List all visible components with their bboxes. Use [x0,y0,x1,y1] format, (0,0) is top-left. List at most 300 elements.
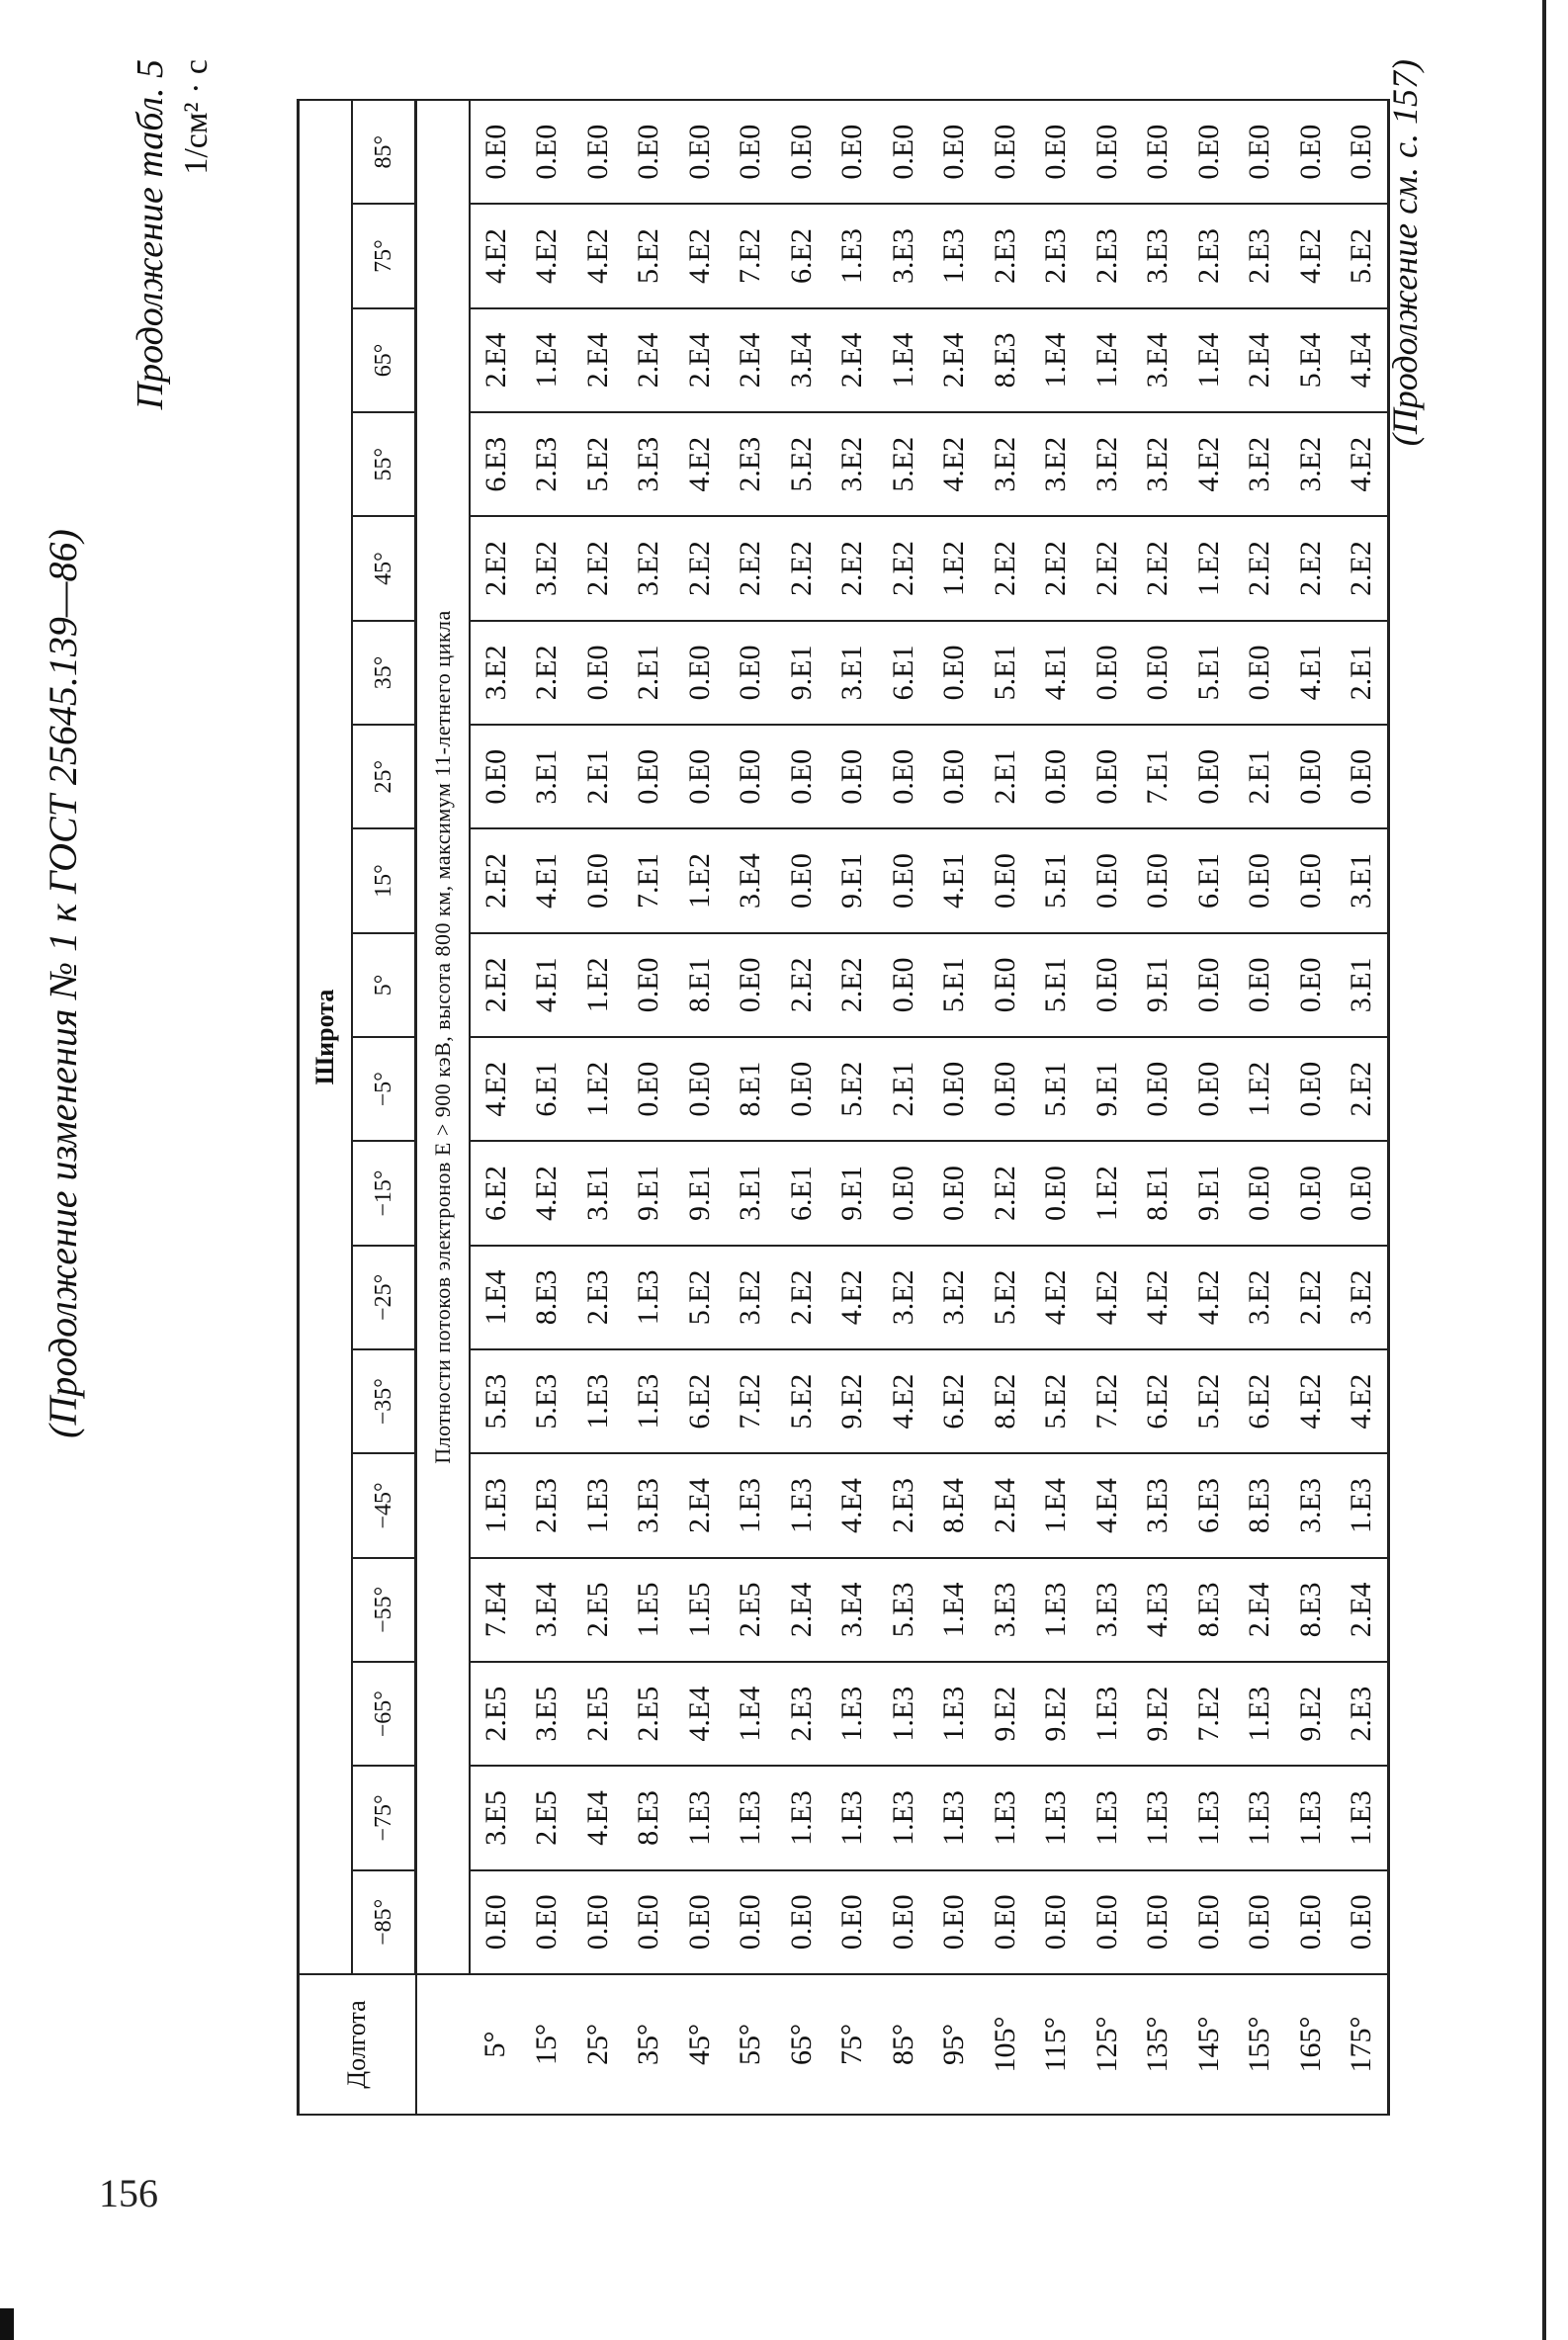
flux-value-cell: 4.E2 [1337,1349,1389,1453]
flux-value-cell: 4.E2 [929,412,981,516]
flux-value-cell: 0.E0 [1235,1870,1286,1974]
flux-value-cell: 0.E0 [624,1870,675,1974]
flux-value-cell: 4.E3 [1133,1558,1184,1662]
latitude-cell: 25° [352,725,416,828]
flux-value-cell: 0.E0 [1337,725,1389,828]
flux-value-cell: 7.E4 [470,1558,522,1662]
table-row [1133,100,1184,2115]
table-body [416,100,1389,2115]
flux-value-cell: 9.E2 [980,1662,1031,1766]
table-row [929,100,981,2115]
scan-edge-line [1542,0,1546,2340]
flux-value-cell: 0.E0 [1285,1037,1337,1141]
flux-value-cell: 3.E2 [726,1246,777,1349]
flux-value-cell: 2.E2 [470,828,522,932]
flux-value-cell: 8.E3 [522,1246,573,1349]
flux-value-cell: 2.E2 [1285,1246,1337,1349]
flux-value-cell: 4.E2 [1183,1246,1235,1349]
flux-value-cell: 4.E2 [1031,1246,1083,1349]
flux-value-cell: 0.E0 [980,828,1031,932]
flux-value-cell: 4.E2 [1285,1349,1337,1453]
flux-value-cell: 9.E2 [828,1349,879,1453]
table-row [1235,100,1286,2115]
flux-value-cell: 4.E2 [828,1246,879,1349]
longitude-cell: 135° [1133,1974,1184,2115]
document-header: (Продолжение изменения № 1 к ГОСТ 25645.139—86) [41,529,85,1438]
flux-value-cell: 4.E2 [1133,1246,1184,1349]
flux-value-cell: 3.E3 [1082,1558,1133,1662]
scan-mark [0,2308,14,2340]
rotated-page-content [20,40,1483,2214]
flux-value-cell: 1.E3 [828,1766,879,1869]
flux-value-cell: 8.E1 [726,1037,777,1141]
flux-value-cell: 2.E2 [878,516,929,620]
flux-value-cell: 0.E0 [776,725,828,828]
flux-value-cell: 0.E0 [1133,1870,1184,1974]
page-number: 156 [99,2171,158,2215]
flux-value-cell: 5.E2 [624,204,675,307]
flux-value-cell: 8.E1 [1133,1141,1184,1245]
flux-value-cell: 2.E5 [470,1662,522,1766]
flux-value-cell: 0.E0 [1285,1141,1337,1245]
flux-value-cell: 1.E4 [929,1558,981,1662]
flux-value-cell: 6.E2 [776,204,828,307]
flux-value-cell: 5.E2 [674,1246,726,1349]
flux-value-cell: 9.E1 [1183,1141,1235,1245]
flux-value-cell: 1.E4 [878,308,929,412]
flux-value-cell: 0.E0 [929,1870,981,1974]
table-caption: Продолжение табл. 5 [130,59,171,410]
flux-value-cell: 2.E4 [470,308,522,412]
flux-density-table [297,99,1390,2116]
flux-value-cell: 5.E1 [1031,933,1083,1037]
flux-value-cell: 4.E1 [1285,621,1337,725]
flux-value-cell: 0.E0 [1285,100,1337,204]
flux-value-cell: 4.E2 [1285,204,1337,307]
flux-value-cell: 8.E3 [1285,1558,1337,1662]
flux-value-cell: 0.E0 [1133,621,1184,725]
flux-value-cell: 2.E2 [572,516,624,620]
flux-value-cell: 0.E0 [878,1141,929,1245]
flux-value-cell: 3.E4 [1133,308,1184,412]
flux-value-cell: 4.E1 [522,828,573,932]
flux-value-cell: 0.E0 [980,1870,1031,1974]
latitude-cell: −85° [352,1870,416,1974]
flux-value-cell: 8.E4 [929,1453,981,1557]
flux-value-cell: 3.E3 [1133,204,1184,307]
flux-value-cell: 3.E2 [1082,412,1133,516]
flux-value-cell: 0.E0 [624,725,675,828]
flux-value-cell: 1.E3 [776,1766,828,1869]
flux-value-cell: 2.E3 [980,204,1031,307]
section-title-row [416,100,471,2115]
flux-value-cell: 3.E2 [828,412,879,516]
flux-value-cell: 0.E0 [1337,1141,1389,1245]
flux-value-cell: 3.E2 [624,516,675,620]
flux-value-cell: 2.E2 [470,516,522,620]
flux-value-cell: 0.E0 [828,1870,879,1974]
flux-value-cell: 3.E4 [828,1558,879,1662]
flux-value-cell: 2.E2 [980,516,1031,620]
flux-value-cell: 4.E1 [929,828,981,932]
flux-value-cell: 5.E2 [980,1246,1031,1349]
flux-value-cell: 4.E2 [1082,1246,1133,1349]
flux-value-cell: 4.E4 [572,1766,624,1869]
longitude-cell: 115° [1031,1974,1083,2115]
flux-value-cell: 2.E3 [776,1662,828,1766]
flux-value-cell: 4.E2 [674,412,726,516]
flux-value-cell: 0.E0 [624,100,675,204]
flux-value-cell: 6.E1 [878,621,929,725]
flux-value-cell: 1.E4 [1183,308,1235,412]
latitude-cell: 75° [352,204,416,307]
flux-value-cell: 1.E2 [1082,1141,1133,1245]
flux-value-cell: 6.E2 [470,1141,522,1245]
flux-value-cell: 7.E2 [726,1349,777,1453]
flux-value-cell: 2.E2 [1285,516,1337,620]
flux-value-cell: 0.E0 [1285,725,1337,828]
flux-value-cell: 0.E0 [878,828,929,932]
table-row [1285,100,1337,2115]
longitude-cell: 125° [1082,1974,1133,2115]
flux-value-cell: 0.E0 [776,828,828,932]
flux-value-cell: 0.E0 [828,725,879,828]
flux-value-cell: 9.E2 [1133,1662,1184,1766]
flux-value-cell: 3.E2 [470,621,522,725]
flux-value-cell: 6.E3 [1183,1453,1235,1557]
flux-value-cell: 0.E0 [674,1037,726,1141]
flux-value-cell: 1.E3 [1285,1766,1337,1869]
flux-value-cell: 0.E0 [1285,828,1337,932]
flux-value-cell: 0.E0 [1183,1037,1235,1141]
flux-value-cell: 5.E4 [1285,308,1337,412]
flux-value-cell: 2.E2 [1082,516,1133,620]
flux-value-cell: 0.E0 [1082,933,1133,1037]
flux-value-cell: 2.E4 [674,308,726,412]
table-row [726,100,777,2115]
flux-value-cell: 5.E2 [828,1037,879,1141]
flux-value-cell: 1.E3 [1337,1766,1389,1869]
flux-value-cell: 0.E0 [828,100,879,204]
flux-value-cell: 0.E0 [1235,828,1286,932]
flux-value-cell: 0.E0 [980,1037,1031,1141]
latitude-cell: 55° [352,412,416,516]
flux-value-cell: 0.E0 [572,1870,624,1974]
flux-value-cell: 3.E2 [1285,412,1337,516]
flux-value-cell: 0.E0 [929,621,981,725]
flux-value-cell: 5.E1 [929,933,981,1037]
flux-value-cell: 1.E3 [828,204,879,307]
table-row [1337,100,1389,2115]
table-row [522,100,573,2115]
flux-value-cell: 1.E4 [726,1662,777,1766]
flux-value-cell: 2.E5 [522,1766,573,1869]
flux-value-cell: 1.E3 [624,1349,675,1453]
flux-value-cell: 1.E2 [929,516,981,620]
flux-value-cell: 3.E3 [624,412,675,516]
table-row [878,100,929,2115]
flux-value-cell: 1.E3 [1082,1662,1133,1766]
flux-value-cell: 2.E4 [674,1453,726,1557]
flux-value-cell: 1.E3 [572,1453,624,1557]
latitude-cell: 85° [352,100,416,204]
flux-value-cell: 1.E2 [572,933,624,1037]
flux-value-cell: 2.E4 [1337,1558,1389,1662]
flux-value-cell: 3.E2 [1235,412,1286,516]
flux-value-cell: 1.E3 [624,1246,675,1349]
table-group-header-row [299,100,353,2115]
longitude-cell: 45° [674,1974,726,2115]
flux-value-cell: 3.E2 [878,1246,929,1349]
latitude-cell: −15° [352,1141,416,1245]
flux-value-cell: 2.E2 [1133,516,1184,620]
longitude-cell: 85° [878,1974,929,2115]
flux-value-cell: 9.E2 [1285,1662,1337,1766]
flux-value-cell: 9.E1 [1082,1037,1133,1141]
flux-value-cell: 1.E3 [1337,1453,1389,1557]
flux-value-cell: 2.E1 [572,725,624,828]
flux-value-cell: 6.E2 [1133,1349,1184,1453]
flux-value-cell: 4.E2 [674,204,726,307]
flux-value-cell: 5.E2 [1031,1349,1083,1453]
flux-value-cell: 2.E5 [572,1662,624,1766]
flux-value-cell: 4.E2 [522,204,573,307]
flux-value-cell: 4.E4 [828,1453,879,1557]
flux-value-cell: 7.E1 [624,828,675,932]
flux-value-cell: 0.E0 [1133,828,1184,932]
flux-value-cell: 0.E0 [1337,100,1389,204]
flux-value-cell: 1.E3 [1031,1766,1083,1869]
flux-value-cell: 6.E3 [470,412,522,516]
longitude-cell: 145° [1183,1974,1235,2115]
flux-value-cell: 2.E5 [572,1558,624,1662]
flux-value-cell: 0.E0 [624,1037,675,1141]
flux-value-cell: 3.E2 [1133,412,1184,516]
flux-value-cell: 4.E2 [572,204,624,307]
flux-value-cell: 0.E0 [572,100,624,204]
flux-value-cell: 1.E3 [980,1766,1031,1869]
flux-value-cell: 8.E3 [1235,1453,1286,1557]
flux-value-cell: 0.E0 [929,1141,981,1245]
flux-value-cell: 1.E5 [624,1558,675,1662]
flux-value-cell: 0.E0 [1133,1037,1184,1141]
flux-value-cell: 1.E2 [674,828,726,932]
table-row [980,100,1031,2115]
flux-value-cell: 2.E5 [726,1558,777,1662]
latitude-cell: −5° [352,1037,416,1141]
flux-value-cell: 3.E1 [828,621,879,725]
section-title-spacer [416,1974,471,2115]
longitude-cell: 25° [572,1974,624,2115]
flux-value-cell: 5.E2 [776,1349,828,1453]
flux-value-cell: 3.E1 [1337,933,1389,1037]
longitude-cell: 35° [624,1974,675,2115]
longitude-cell: 15° [522,1974,573,2115]
flux-value-cell: 0.E0 [1235,621,1286,725]
flux-value-cell: 5.E3 [522,1349,573,1453]
flux-value-cell: 0.E0 [1183,1870,1235,1974]
longitude-cell: 95° [929,1974,981,2115]
flux-value-cell: 0.E0 [470,725,522,828]
flux-value-cell: 1.E3 [726,1453,777,1557]
latitude-cell: −35° [352,1349,416,1453]
flux-value-cell: 2.E5 [624,1662,675,1766]
flux-value-cell: 2.E3 [572,1246,624,1349]
flux-value-cell: 1.E2 [572,1037,624,1141]
table-row [828,100,879,2115]
flux-value-cell: 1.E4 [522,308,573,412]
flux-value-cell: 9.E1 [828,1141,879,1245]
flux-value-cell: 0.E0 [470,100,522,204]
flux-value-cell: 6.E2 [1235,1349,1286,1453]
flux-value-cell: 0.E0 [674,725,726,828]
flux-value-cell: 2.E4 [776,1558,828,1662]
latitude-cell: −25° [352,1246,416,1349]
flux-value-cell: 0.E0 [1082,1870,1133,1974]
flux-value-cell: 4.E2 [470,1037,522,1141]
latitude-cell: 65° [352,308,416,412]
table-row [674,100,726,2115]
flux-value-cell: 0.E0 [674,100,726,204]
flux-value-cell: 0.E0 [1235,1141,1286,1245]
flux-value-cell: 0.E0 [1031,100,1083,204]
flux-value-cell: 0.E0 [1082,621,1133,725]
flux-value-cell: 4.E4 [674,1662,726,1766]
flux-value-cell: 2.E4 [624,308,675,412]
flux-value-cell: 5.E1 [1031,1037,1083,1141]
flux-value-cell: 4.E1 [1031,621,1083,725]
flux-value-cell: 6.E2 [929,1349,981,1453]
longitude-cell: 55° [726,1974,777,2115]
flux-value-cell: 1.E3 [929,1766,981,1869]
flux-value-cell: 2.E3 [1235,204,1286,307]
flux-value-cell: 2.E4 [726,308,777,412]
flux-value-cell: 2.E2 [776,1246,828,1349]
flux-value-cell: 0.E0 [1031,1870,1083,1974]
flux-value-cell: 5.E1 [980,621,1031,725]
flux-value-cell: 0.E0 [1235,100,1286,204]
table-row [572,100,624,2115]
flux-value-cell: 2.E4 [980,1453,1031,1557]
flux-value-cell: 0.E0 [522,1870,573,1974]
flux-value-cell: 4.E2 [1337,412,1389,516]
flux-value-cell: 4.E4 [1082,1453,1133,1557]
continuation-note: (Продолжение см. с. 157) [1385,59,1425,447]
longitude-cell: 105° [980,1974,1031,2115]
flux-value-cell: 3.E5 [522,1662,573,1766]
latitude-cell: −75° [352,1766,416,1869]
table-row [776,100,828,2115]
flux-value-cell: 2.E1 [1235,725,1286,828]
flux-value-cell: 8.E3 [1183,1558,1235,1662]
table-row [1031,100,1083,2115]
flux-value-cell: 2.E2 [828,933,879,1037]
latitude-cell: 45° [352,516,416,620]
flux-value-cell: 0.E0 [1337,1870,1389,1974]
flux-value-cell: 1.E4 [1031,1453,1083,1557]
flux-value-cell: 3.E2 [929,1246,981,1349]
flux-value-cell: 3.E2 [522,516,573,620]
latitude-cell: 15° [352,828,416,932]
flux-value-cell: 2.E3 [1337,1662,1389,1766]
flux-value-cell: 2.E3 [522,1453,573,1557]
flux-value-cell: 9.E1 [674,1141,726,1245]
flux-value-cell: 2.E3 [522,412,573,516]
latitude-header: Широта [299,100,353,1974]
flux-value-cell: 5.E1 [1031,828,1083,932]
flux-value-cell: 3.E3 [1285,1453,1337,1557]
units-label: 1/см² · с [178,59,215,175]
flux-value-cell: 5.E2 [1337,204,1389,307]
flux-value-cell: 2.E3 [726,412,777,516]
flux-value-cell: 3.E3 [980,1558,1031,1662]
flux-value-cell: 5.E2 [878,412,929,516]
flux-value-cell: 0.E0 [674,621,726,725]
flux-value-cell: 0.E0 [929,725,981,828]
flux-value-cell: 1.E3 [1133,1766,1184,1869]
flux-value-cell: 1.E3 [726,1766,777,1869]
flux-value-cell: 3.E4 [776,308,828,412]
flux-value-cell: 1.E2 [1235,1037,1286,1141]
flux-value-cell: 1.E3 [572,1349,624,1453]
flux-value-cell: 8.E2 [980,1349,1031,1453]
flux-value-cell: 2.E2 [1235,516,1286,620]
flux-value-cell: 4.E2 [522,1141,573,1245]
flux-value-cell: 0.E0 [1285,933,1337,1037]
flux-value-cell: 6.E1 [776,1141,828,1245]
flux-value-cell: 1.E4 [470,1246,522,1349]
flux-value-cell: 2.E3 [878,1453,929,1557]
flux-value-cell: 0.E0 [1183,725,1235,828]
flux-value-cell: 0.E0 [1082,725,1133,828]
flux-value-cell: 0.E0 [1285,1870,1337,1974]
flux-value-cell: 0.E0 [624,933,675,1037]
flux-value-cell: 0.E0 [980,100,1031,204]
table-row [1183,100,1235,2115]
longitude-cell: 155° [1235,1974,1286,2115]
flux-value-cell: 0.E0 [572,828,624,932]
flux-value-cell: 1.E3 [1183,1766,1235,1869]
flux-value-cell: 3.E3 [1133,1453,1184,1557]
flux-value-cell: 1.E3 [1031,1558,1083,1662]
flux-value-cell: 2.E2 [980,1141,1031,1245]
flux-value-cell: 2.E4 [1235,308,1286,412]
flux-value-cell: 2.E4 [929,308,981,412]
flux-value-cell: 1.E3 [878,1766,929,1869]
flux-value-cell: 5.E2 [572,412,624,516]
flux-value-cell: 0.E0 [980,933,1031,1037]
flux-value-cell: 2.E3 [1183,204,1235,307]
flux-value-cell: 9.E2 [1031,1662,1083,1766]
longitude-cell: 5° [470,1974,522,2115]
longitude-cell: 75° [828,1974,879,2115]
latitude-cell: −65° [352,1662,416,1766]
latitude-values-row [352,100,416,2115]
flux-value-cell: 0.E0 [1235,933,1286,1037]
flux-value-cell: 4.E2 [1183,412,1235,516]
flux-value-cell: 0.E0 [726,725,777,828]
flux-value-cell: 0.E0 [878,933,929,1037]
flux-value-cell: 3.E1 [726,1141,777,1245]
flux-value-cell: 1.E5 [674,1558,726,1662]
flux-value-cell: 0.E0 [674,1870,726,1974]
flux-value-cell: 2.E2 [1337,516,1389,620]
flux-value-cell: 3.E2 [980,412,1031,516]
flux-value-cell: 0.E0 [776,100,828,204]
flux-value-cell: 0.E0 [776,1037,828,1141]
flux-value-cell: 1.E3 [1235,1662,1286,1766]
flux-value-cell: 0.E0 [572,621,624,725]
